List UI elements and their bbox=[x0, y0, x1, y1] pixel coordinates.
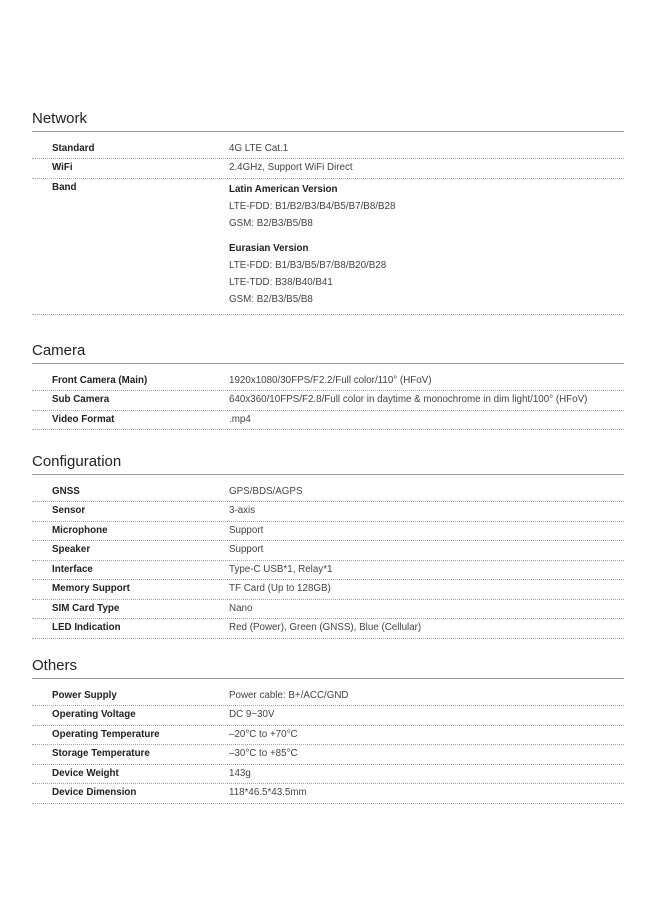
band-group-heading: Latin American Version bbox=[229, 183, 338, 195]
spec-value: 4G LTE Cat.1 bbox=[229, 143, 289, 154]
spec-label: Memory Support bbox=[52, 583, 130, 595]
spec-value: 143g bbox=[229, 767, 251, 779]
spec-label: Power Supply bbox=[52, 690, 117, 701]
others-section bbox=[32, 655, 624, 804]
spec-label: Standard bbox=[52, 143, 95, 154]
spec-value: .mp4 bbox=[229, 413, 251, 425]
spec-row-sim-card-type bbox=[32, 601, 624, 619]
spec-label: Device Weight bbox=[52, 767, 119, 779]
spec-row-wifi bbox=[32, 160, 624, 178]
spec-row-memory-support bbox=[32, 581, 624, 599]
spec-value: Power cable: B+/ACC/GND bbox=[229, 690, 349, 701]
section-title: Configuration bbox=[32, 453, 122, 470]
section-divider bbox=[32, 363, 624, 364]
spec-table bbox=[32, 484, 624, 639]
spec-row-gnss bbox=[32, 484, 624, 502]
spec-value: Support bbox=[229, 524, 264, 536]
section-title: Network bbox=[32, 110, 88, 127]
spec-value: 118*46.5*43.5mm bbox=[229, 787, 307, 799]
spec-row-video-format bbox=[32, 412, 624, 430]
spec-label: Operating Temperature bbox=[52, 728, 160, 740]
spec-label: Video Format bbox=[52, 413, 115, 425]
band-group-latin bbox=[229, 181, 624, 232]
spec-row-power-supply bbox=[32, 688, 624, 706]
spec-row-sub-camera bbox=[32, 392, 624, 410]
spec-table bbox=[32, 141, 624, 315]
spec-row-led-indication bbox=[32, 620, 624, 638]
spec-label: WiFi bbox=[52, 162, 73, 174]
section-title: Camera bbox=[32, 342, 86, 359]
spec-row-microphone bbox=[32, 523, 624, 541]
spec-row-standard bbox=[32, 141, 624, 159]
spec-value: Red (Power), Green (GNSS), Blue (Cellular) bbox=[229, 622, 422, 634]
spec-value: Support bbox=[229, 544, 264, 556]
band-line: GSM: B2/B3/B5/B8 bbox=[229, 217, 313, 229]
spec-row-speaker bbox=[32, 542, 624, 560]
spec-value: –30°C to +85°C bbox=[229, 748, 298, 760]
band-value bbox=[229, 180, 624, 314]
spec-row-operating-voltage bbox=[32, 707, 624, 725]
spec-label: Front Camera (Main) bbox=[52, 375, 148, 386]
spec-table bbox=[32, 373, 624, 430]
spec-label: Device Dimension bbox=[52, 787, 137, 799]
section-divider bbox=[32, 474, 624, 475]
spec-value: TF Card (Up to 128GB) bbox=[229, 583, 331, 595]
spec-label: Sensor bbox=[52, 505, 86, 517]
band-line: LTE-TDD: B38/B40/B41 bbox=[229, 276, 333, 288]
spec-label: Speaker bbox=[52, 544, 91, 556]
section-divider bbox=[32, 678, 624, 679]
configuration-section bbox=[32, 451, 624, 639]
band-group-heading: Eurasian Version bbox=[229, 242, 309, 254]
spec-row-sensor bbox=[32, 503, 624, 521]
band-line: LTE-FDD: B1/B3/B5/B7/B8/B20/B28 bbox=[229, 259, 387, 271]
band-line: LTE-FDD: B1/B2/B3/B4/B5/B7/B8/B28 bbox=[229, 200, 396, 212]
spec-label: GNSS bbox=[52, 486, 80, 497]
spec-row-band bbox=[32, 180, 624, 315]
spec-label: Storage Temperature bbox=[52, 748, 150, 760]
spec-value: Type-C USB*1, Relay*1 bbox=[229, 563, 333, 575]
spec-label: Operating Voltage bbox=[52, 709, 136, 721]
spec-row-front-camera bbox=[32, 373, 624, 391]
spec-label: LED Indication bbox=[52, 622, 121, 634]
spec-table bbox=[32, 688, 624, 804]
network-section bbox=[32, 108, 624, 315]
spec-value: DC 9~30V bbox=[229, 709, 275, 721]
spec-label: Sub Camera bbox=[52, 394, 110, 406]
spec-row-interface bbox=[32, 562, 624, 580]
spec-label: SIM Card Type bbox=[52, 602, 120, 614]
band-line: GSM: B2/B3/B5/B8 bbox=[229, 293, 313, 305]
spec-value: 1920x1080/30FPS/F2.2/Full color/110° (HFoV) bbox=[229, 375, 432, 386]
spec-label: Microphone bbox=[52, 524, 108, 536]
spec-value: –20°C to +70°C bbox=[229, 728, 298, 740]
spec-row-operating-temperature bbox=[32, 727, 624, 745]
spec-value: Nano bbox=[229, 602, 253, 614]
spec-label: Band bbox=[52, 181, 77, 193]
spec-row-device-weight bbox=[32, 766, 624, 784]
camera-section bbox=[32, 340, 624, 430]
spec-value: GPS/BDS/AGPS bbox=[229, 486, 303, 497]
spec-row-storage-temperature bbox=[32, 746, 624, 764]
section-divider bbox=[32, 131, 624, 132]
spec-value: 3-axis bbox=[229, 505, 256, 517]
spec-label: Interface bbox=[52, 563, 93, 575]
spec-row-device-dimension bbox=[32, 785, 624, 803]
spec-value: 640x360/10FPS/F2.8/Full color in daytime & monochrome in dim light/100° (HFoV) bbox=[229, 394, 588, 406]
section-title: Others bbox=[32, 657, 78, 674]
spec-value: 2.4GHz, Support WiFi Direct bbox=[229, 162, 353, 174]
band-group-eurasian bbox=[229, 240, 624, 308]
